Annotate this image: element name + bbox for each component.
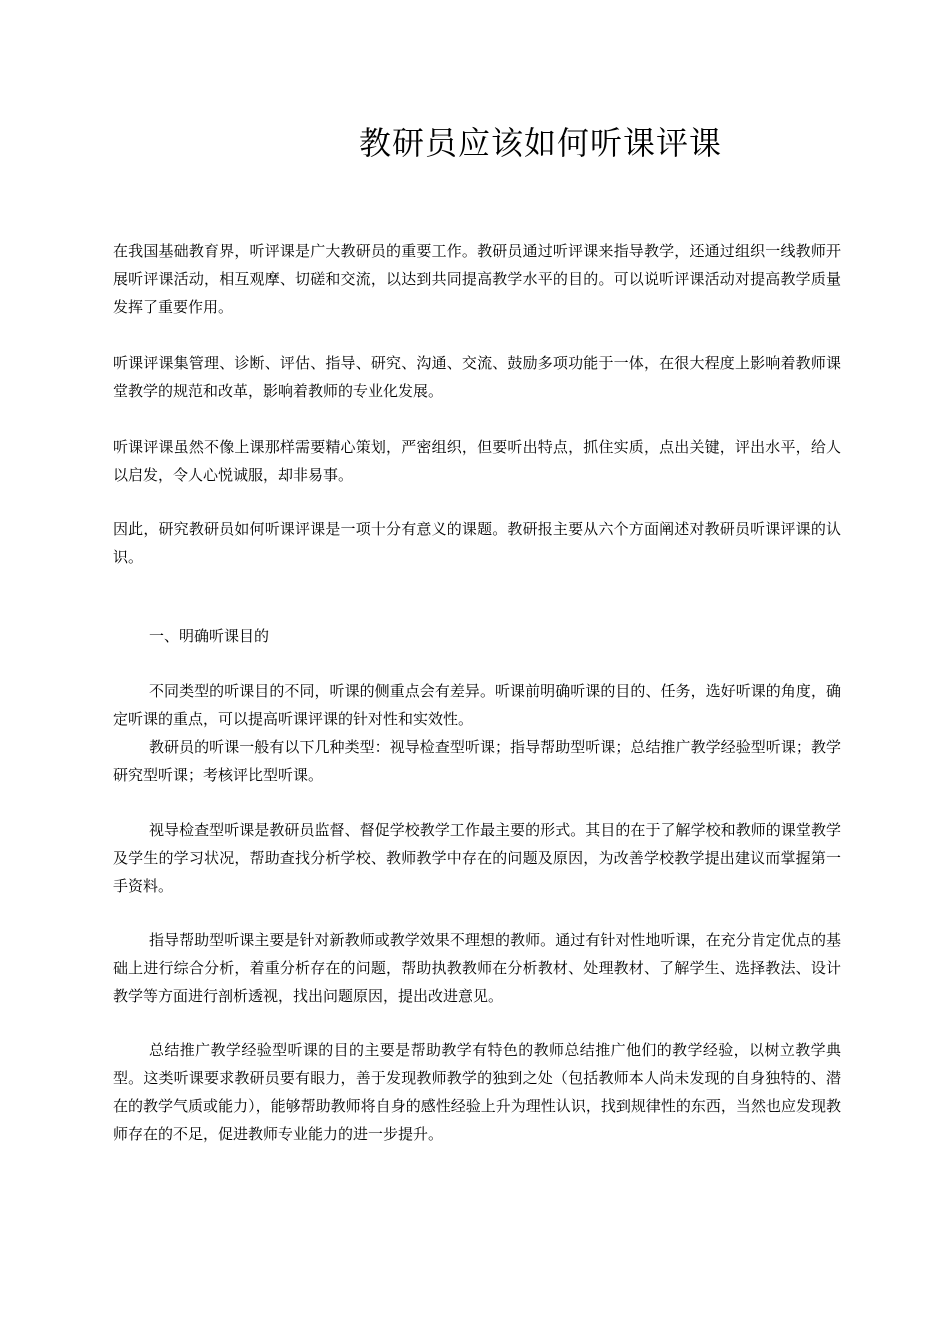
- section-paragraph-2: 教研员的听课一般有以下几种类型：视导检查型听课；指导帮助型听课；总结推广教学经验型听课；教学研究型听课；考核评比型听课。: [113, 738, 841, 784]
- section-paragraph-1: 不同类型的听课目的不同，听课的侧重点会有差异。听课前明确听课的目的、任务，选好听课的角度，确定听课的重点，可以提高听课评课的针对性和实效性。: [113, 682, 841, 728]
- section-heading: 一、明确听课目的: [149, 627, 270, 645]
- intro-paragraph-4: 因此，研究教研员如何听课评课是一项十分有意义的课题。教研报主要从六个方面阐述对教研员听课评课的认识。: [113, 520, 841, 566]
- intro-paragraph-3: 听课评课虽然不像上课那样需要精心策划，严密组织，但要听出特点，抓住实质，点出关键，评出水平，给人以启发，令人心悦诚服，却非易事。: [113, 438, 841, 484]
- section-paragraph-5: 总结推广教学经验型听课的目的主要是帮助教学有特色的教师总结推广他们的教学经验，以树立教学典型。这类听课要求教研员要有眼力，善于发现教师教学的独到之处（包括教师本人尚未发现的自身独特的、潜在的教学气质或能力），能够帮助教师将自身的感性经验上升为理性认识，找到规律性的东西，当然也应发现教师存在的不足，促进教师专业能力的进一步提升。: [113, 1041, 841, 1143]
- document-title: 教研员应该如何听课评课: [359, 124, 723, 162]
- section-paragraph-3: 视导检查型听课是教研员监督、督促学校教学工作最主要的形式。其目的在于了解学校和教师的课堂教学及学生的学习状况，帮助查找分析学校、教师教学中存在的问题及原因，为改善学校教学提出建议而掌握第一手资料。: [113, 821, 841, 895]
- intro-paragraph-2: 听课评课集管理、诊断、评估、指导、研究、沟通、交流、鼓励多项功能于一体，在很大程度上影响着教师课堂教学的规范和改革，影响着教师的专业化发展。: [113, 354, 841, 400]
- section-paragraph-4: 指导帮助型听课主要是针对新教师或教学效果不理想的教师。通过有针对性地听课，在充分肯定优点的基础上进行综合分析，着重分析存在的问题，帮助执教教师在分析教材、处理教材、了解学生、选择教法、设计教学等方面进行剖析透视，找出问题原因，提出改进意见。: [113, 931, 841, 1005]
- intro-paragraph-1: 在我国基础教育界，听评课是广大教研员的重要工作。教研员通过听评课来指导教学，还通过组织一线教师开展听评课活动，相互观摩、切磋和交流，以达到共同提高教学水平的目的。可以说听评课活动对提高教学质量发挥了重要作用。: [113, 242, 841, 316]
